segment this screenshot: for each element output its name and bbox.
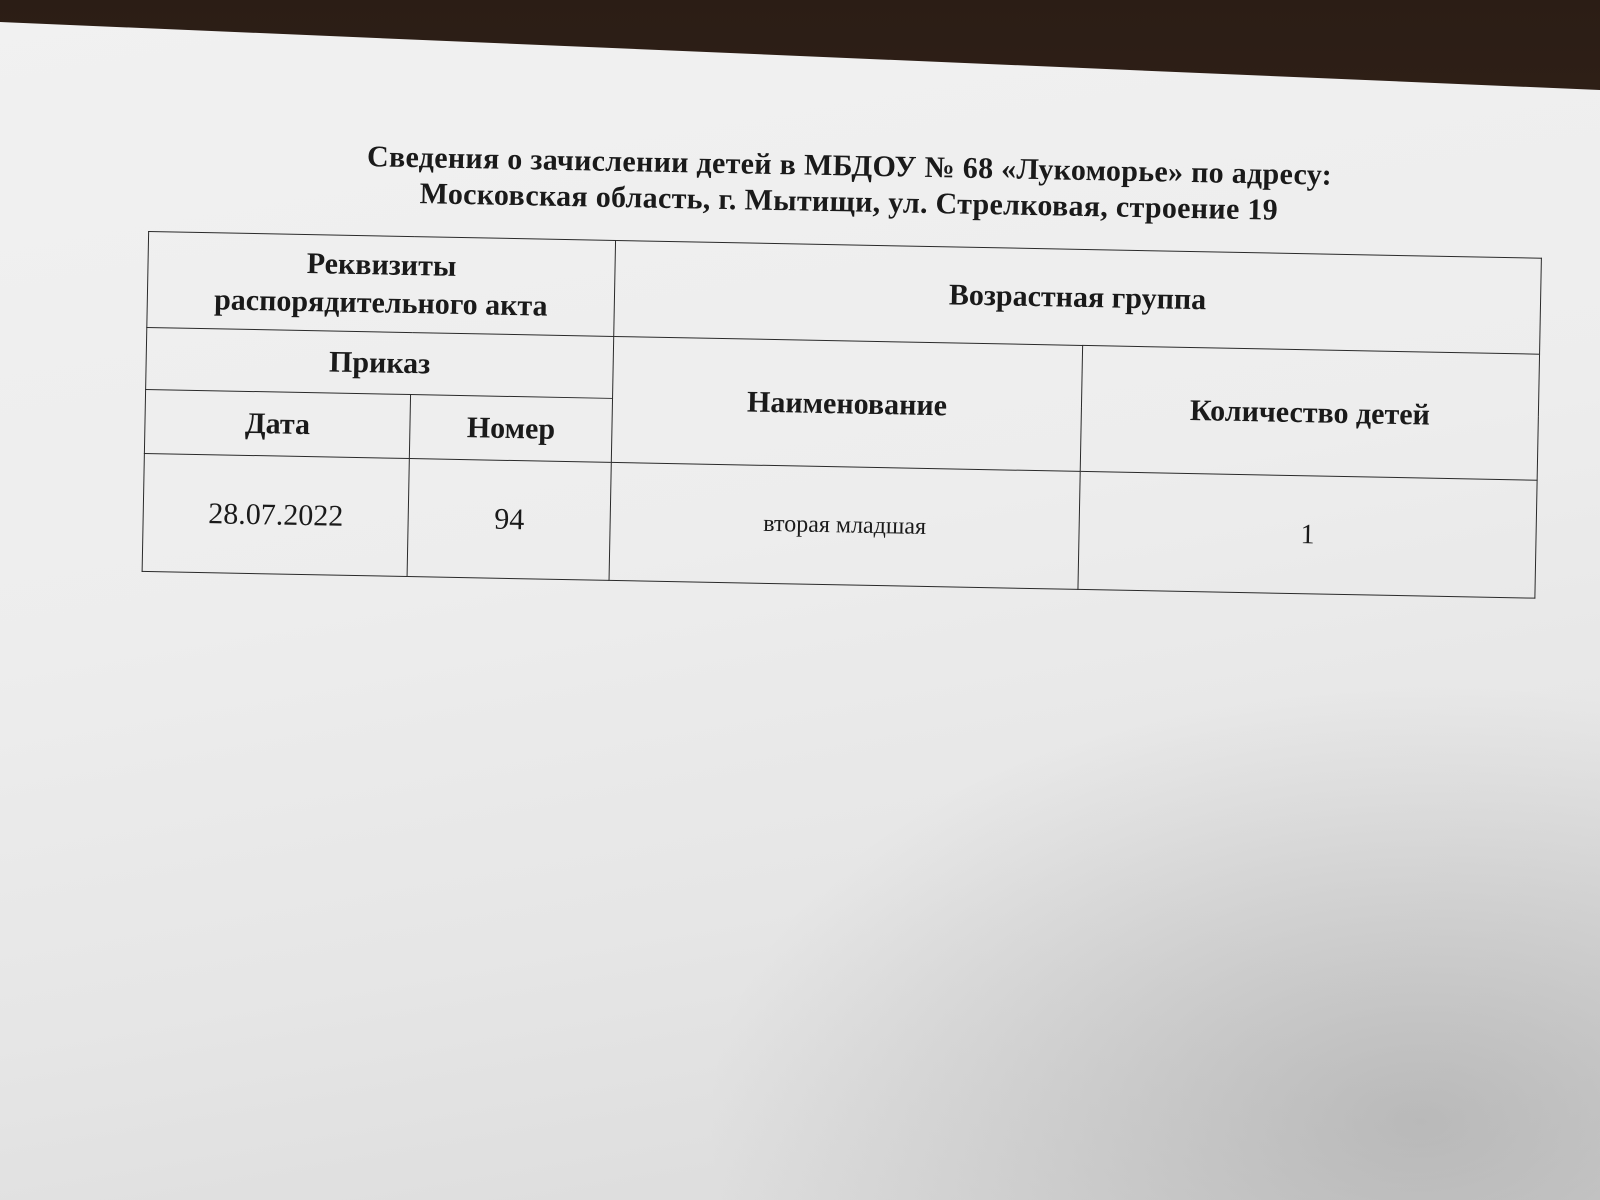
header-requisites — [147, 231, 616, 336]
cell-number: 94 — [407, 459, 611, 581]
cell-date: 28.07.2022 — [142, 453, 409, 576]
header-name: Наименование — [611, 336, 1082, 471]
header-children-count: Количество детей — [1080, 345, 1539, 480]
title-line-1: Сведения о зачислении детей в МБДОУ № 68 «Лукоморье» по адресу: — [366, 140, 1333, 192]
enrollment-table — [142, 231, 1542, 599]
header-number: Номер — [409, 395, 612, 463]
cell-group-name: вторая младшая — [609, 462, 1080, 589]
document-content — [142, 135, 1550, 599]
header-age-group: Возрастная группа — [614, 240, 1542, 354]
cell-children-count: 1 — [1078, 471, 1537, 598]
title-line-2: Московская область, г. Мытищи, ул. Стрелковая, строение 19 — [419, 177, 1279, 227]
header-requisites-line-2: распорядительного акта — [213, 282, 548, 323]
header-order: Приказ — [146, 327, 614, 398]
header-requisites-line-1: Реквизиты — [306, 246, 457, 283]
header-date: Дата — [144, 389, 410, 458]
